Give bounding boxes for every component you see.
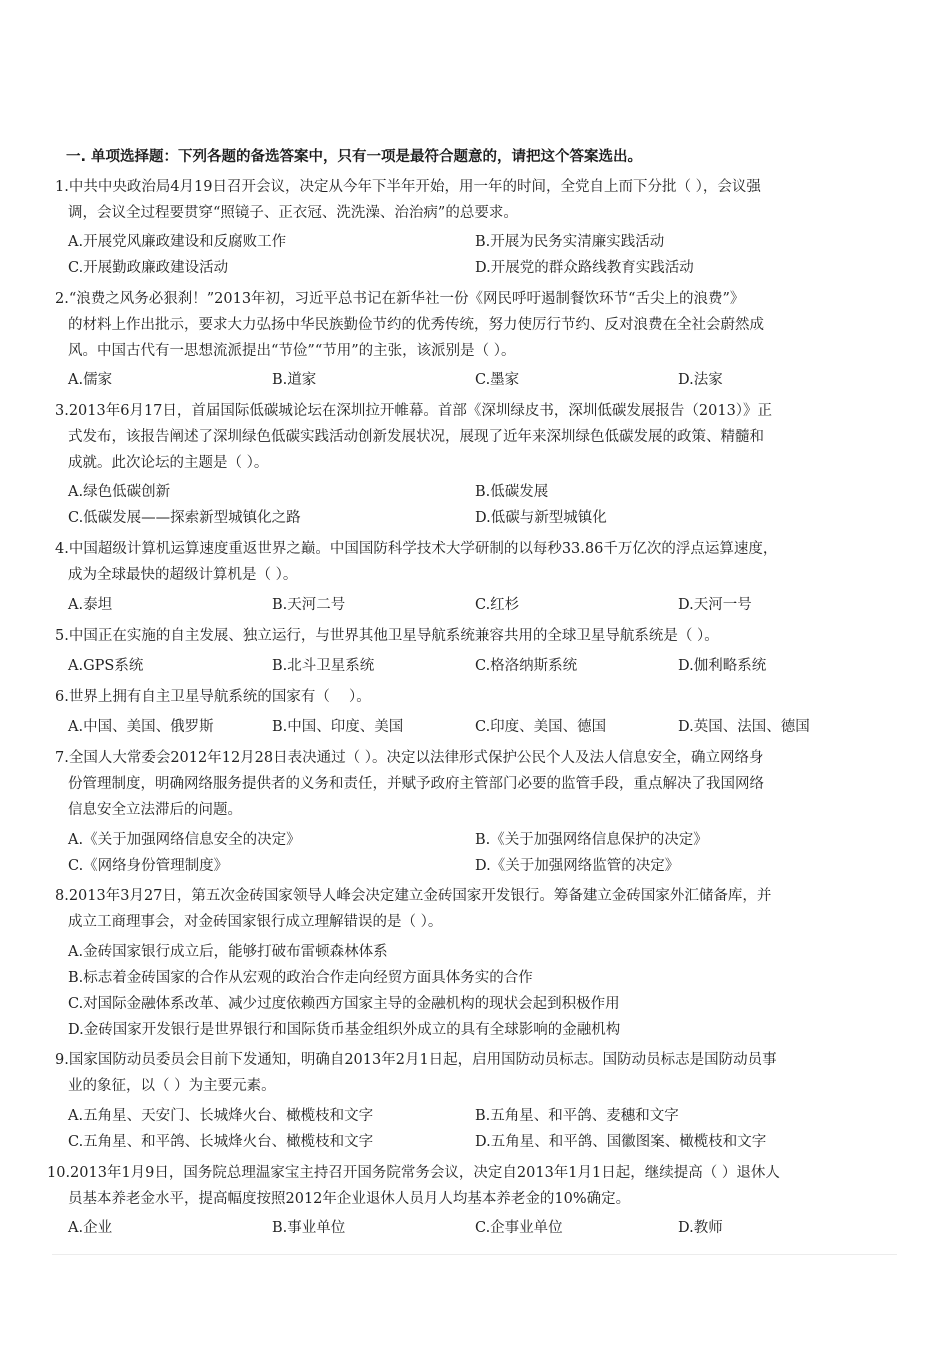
question-3-stem-line-3: 成就。此次论坛的主题是（ ）。	[68, 455, 269, 471]
question-7-stem-line-3: 信息安全立法滞后的问题。	[68, 802, 242, 818]
question-10-stem-line-2: 员基本养老金水平，提高幅度按照2012年企业退休人员月人均基本养老金的10%确定。	[68, 1191, 631, 1207]
question-1-stem-line-1: 1.中共中央政治局4月19日召开会议，决定从今年下半年开始，用一年的时间，全党自上而下分批（ ），会议强	[55, 179, 761, 195]
question-1-option-b: B.开展为民务实清廉实践活动	[475, 234, 665, 250]
question-8-option-b: B.标志着金砖国家的合作从宏观的政治合作走向经贸方面具体务实的合作	[68, 970, 533, 986]
question-10-option-a: A.企业	[68, 1220, 113, 1236]
question-3-option-d: D.低碳与新型城镇化	[475, 510, 607, 526]
question-7-stem-line-2: 份管理制度，明确网络服务提供者的义务和责任，并赋予政府主管部门必要的监管手段，重点解决了我国网络	[68, 776, 764, 792]
question-1-stem-line-2: 调，会议全过程要贯穿“照镜子、正衣冠、洗洗澡、治治病”的总要求。	[68, 205, 518, 221]
question-5-stem-line-1: 5.中国正在实施的自主发展、独立运行，与世界其他卫星导航系统兼容共用的全球卫星导航系统是（ ）。	[55, 628, 719, 644]
question-6-option-b: B.中国、印度、美国	[272, 719, 404, 735]
question-2-stem-line-1: 2.“浪费之风务必狠刹！”2013年初，习近平总书记在新华社一份《网民呼吁遏制餐饮环节“舌尖上的浪费”》	[55, 291, 745, 307]
question-4-stem-line-2: 成为全球最快的超级计算机是（ ）。	[68, 567, 298, 583]
question-2-stem-line-3: 风。中国古代有一思想流派提出“节俭”“节用”的主张，该派别是（ ）。	[68, 343, 516, 359]
question-2-option-a: A.儒家	[68, 372, 113, 388]
question-10-option-c: C.企事业单位	[475, 1220, 563, 1236]
question-4-option-d: D.天河一号	[678, 597, 752, 613]
question-6-option-c: C.印度、美国、德国	[475, 719, 607, 735]
question-9-option-b: B.五角星、和平鸽、麦穗和文字	[475, 1108, 679, 1124]
question-3-stem-line-2: 式发布，该报告阐述了深圳绿色低碳实践活动创新发展状况，展现了近年来深圳绿色低碳发展的政策、精髓和	[68, 429, 764, 445]
question-4-stem-line-1: 4.中国超级计算机运算速度重返世界之巅。中国国防科学技术大学研制的以每秒33.86千万亿次的浮点运算速度，	[55, 541, 778, 557]
question-10-option-b: B.事业单位	[272, 1220, 346, 1236]
question-9-stem-line-2: 业的象征，以（ ）为主要元素。	[68, 1078, 276, 1094]
question-3-stem-line-1: 3.2013年6月17日，首届国际低碳城论坛在深圳拉开帷幕。首部《深圳绿皮书，深圳低碳发展报告（2013）》正	[55, 403, 773, 419]
question-5-option-d: D.伽利略系统	[678, 658, 767, 674]
question-3-option-c: C.低碳发展——探索新型城镇化之路	[68, 510, 301, 526]
question-2-option-b: B.道家	[272, 372, 317, 388]
question-5-option-b: B.北斗卫星系统	[272, 658, 375, 674]
question-4-option-c: C.红杉	[475, 597, 520, 613]
question-5-option-c: C.格洛纳斯系统	[475, 658, 578, 674]
question-8-option-a: A.金砖国家银行成立后，能够打破布雷顿森林体系	[68, 944, 388, 960]
question-6-option-a: A.中国、美国、俄罗斯	[68, 719, 214, 735]
question-4-option-a: A.泰坦	[68, 597, 113, 613]
question-3-option-a: A.绿色低碳创新	[68, 484, 171, 500]
question-1-option-a: A.开展党风廉政建设和反腐败工作	[68, 234, 287, 250]
question-4-option-b: B.天河二号	[272, 597, 346, 613]
question-7-option-c: C.《网络身份管理制度》	[68, 858, 229, 874]
question-5-option-a: A.GPS系统	[68, 658, 144, 674]
question-6-stem-line-1: 6.世界上拥有自主卫星导航系统的国家有（ ）。	[55, 689, 371, 705]
question-1-option-d: D.开展党的群众路线教育实践活动	[475, 260, 694, 276]
question-6-option-d: D.英国、法国、德国	[678, 719, 810, 735]
question-2-stem-line-2: 的材料上作出批示，要求大力弘扬中华民族勤俭节约的优秀传统，努力使厉行节约、反对浪费在全社会蔚然成	[68, 317, 764, 333]
question-8-option-d: D.金砖国家开发银行是世界银行和国际货币基金组织外成立的具有全球影响的金融机构	[68, 1022, 621, 1038]
question-9-option-c: C.五角星、和平鸽、长城烽火台、橄榄枝和文字	[68, 1134, 374, 1150]
question-1-option-c: C.开展勤政廉政建设活动	[68, 260, 229, 276]
question-2-option-c: C.墨家	[475, 372, 520, 388]
question-10-stem-line-1: 10.2013年1月9日，国务院总理温家宝主持召开国务院常务会议，决定自2013年1月1日起，继续提高（ ）退休人	[47, 1165, 780, 1181]
bottom-divider	[52, 1254, 897, 1255]
question-9-option-a: A.五角星、天安门、长城烽火台、橄榄枝和文字	[68, 1108, 374, 1124]
question-8-option-c: C.对国际金融体系改革、减少过度依赖西方国家主导的金融机构的现状会起到积极作用	[68, 996, 620, 1012]
section-title: 一. 单项选择题：下列各题的备选答案中，只有一项是最符合题意的，请把这个答案选出。	[66, 149, 643, 165]
question-7-option-a: A.《关于加强网络信息安全的决定》	[68, 832, 301, 848]
question-7-option-b: B.《关于加强网络信息保护的决定》	[475, 832, 708, 848]
question-9-stem-line-1: 9.国家国防动员委员会目前下发通知，明确自2013年2月1日起，启用国防动员标志。国防动员标志是国防动员事	[55, 1052, 777, 1068]
question-8-stem-line-2: 成立工商理事会，对金砖国家银行成立理解错误的是（ ）。	[68, 914, 443, 930]
question-3-option-b: B.低碳发展	[475, 484, 549, 500]
question-9-option-d: D.五角星、和平鸽、国徽图案、橄榄枝和文字	[475, 1134, 767, 1150]
question-8-stem-line-1: 8.2013年3月27日，第五次金砖国家领导人峰会决定建立金砖国家开发银行。筹备建立金砖国家外汇储备库，并	[55, 888, 772, 904]
question-7-stem-line-1: 7.全国人大常委会2012年12月28日表决通过（ ）。决定以法律形式保护公民个人及法人信息安全，确立网络身	[55, 750, 764, 766]
question-10-option-d: D.教师	[678, 1220, 723, 1236]
question-2-option-d: D.法家	[678, 372, 723, 388]
question-7-option-d: D.《关于加强网络监管的决定》	[475, 858, 680, 874]
